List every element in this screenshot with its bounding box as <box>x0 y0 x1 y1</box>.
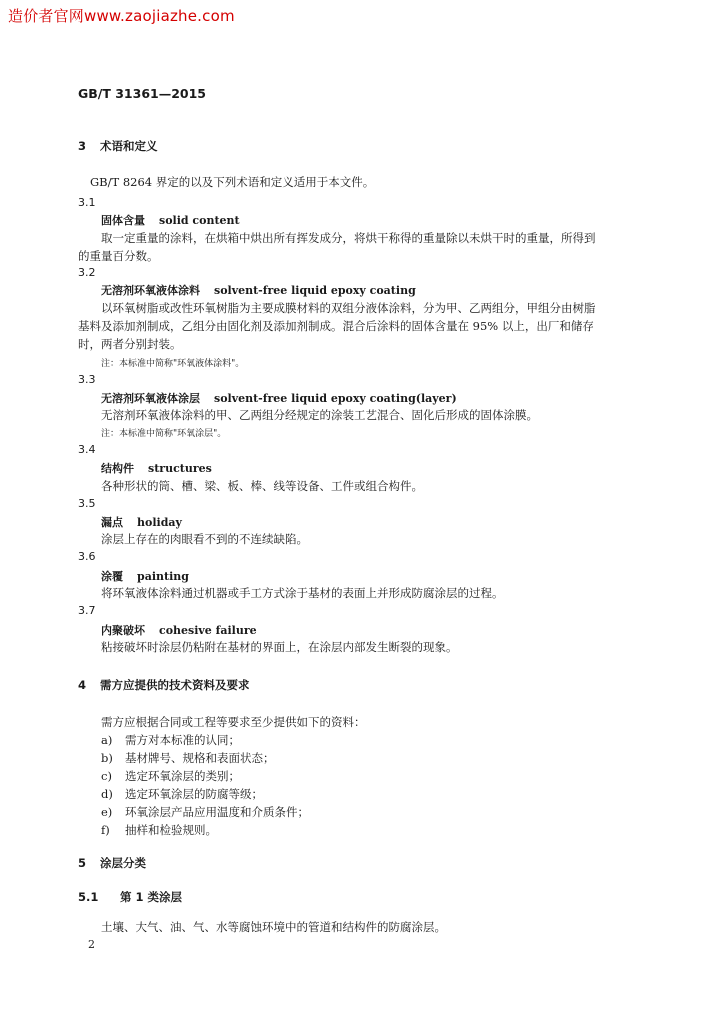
list-item <box>101 749 275 767</box>
term-heading <box>101 390 457 406</box>
term-heading <box>101 282 416 298</box>
list-item <box>101 821 217 839</box>
section-5-heading <box>78 855 146 871</box>
term-en: holiday <box>137 516 182 529</box>
list-item <box>101 803 309 821</box>
section-title: 涂层分类 <box>100 856 146 870</box>
term-en: solid content <box>159 214 240 227</box>
term-number: 3.2 <box>78 266 96 279</box>
section-3-intro: GB/T 8264 界定的以及下列术语和定义适用于本文件。 <box>90 175 375 189</box>
list-item-label: d) <box>101 787 113 801</box>
standard-number: GB/T 31361—2015 <box>78 86 207 101</box>
term-zh: 内聚破坏 <box>101 624 145 637</box>
list-item-text: 需方对本标准的认同； <box>125 733 240 747</box>
page-number: 2 <box>88 938 95 951</box>
list-item-label: f) <box>101 823 110 837</box>
term-en: structures <box>148 462 212 475</box>
term-definition: 无溶剂环氧液体涂料的甲、乙两组分经规定的涂装工艺混合、固化后形成的固体涂膜。 <box>101 408 538 422</box>
term-definition-cont: 基料及添加剂制成，乙组分由固化剂及添加剂制成。混合后涂料的固体含量在 95% 以上，出厂和储存 <box>78 319 594 333</box>
term-en: painting <box>137 570 189 583</box>
subsection-number: 5.1 <box>78 890 99 904</box>
list-item-label: b) <box>101 751 113 765</box>
term-definition: 涂层上存在的肉眼看不到的不连续缺陷。 <box>101 532 308 546</box>
list-item-label: a) <box>101 733 113 747</box>
subsection-text: 土壤、大气、油、气、水等腐蚀环境中的管道和结构件的防腐涂层。 <box>101 920 446 934</box>
list-item-text: 抽样和检验规则。 <box>125 823 217 837</box>
term-en: cohesive failure <box>159 624 257 637</box>
term-zh: 无溶剂环氧液体涂层 <box>101 392 200 405</box>
section-title: 术语和定义 <box>100 139 158 153</box>
section-number: 3 <box>78 139 87 153</box>
section-number: 4 <box>78 678 87 692</box>
list-item-label: e) <box>101 805 113 819</box>
term-definition: 取一定重量的涂料，在烘箱中烘出所有挥发成分，将烘干称得的重量除以未烘干时的重量，所得到 <box>101 231 596 245</box>
section-number: 5 <box>78 856 87 870</box>
term-zh: 涂覆 <box>101 570 123 583</box>
term-definition-cont: 时，两者分别封装。 <box>78 337 182 351</box>
term-note: 注：本标准中简称"环氧液体涂料"。 <box>101 359 245 369</box>
term-number: 3.1 <box>78 196 96 209</box>
term-en: solvent-free liquid epoxy coating(layer) <box>214 392 457 405</box>
term-en: solvent-free liquid epoxy coating <box>214 284 416 297</box>
term-number: 3.6 <box>78 550 96 563</box>
section-4-heading <box>78 677 250 693</box>
term-number: 3.4 <box>78 443 96 456</box>
term-definition: 粘接破坏时涂层仍粘附在基材的界面上，在涂层内部发生断裂的现象。 <box>101 640 458 654</box>
list-item <box>101 731 240 749</box>
subsection-title: 第 1 类涂层 <box>120 890 183 904</box>
list-item-text: 选定环氧涂层的防腐等级； <box>125 787 263 801</box>
term-zh: 固体含量 <box>101 214 145 227</box>
term-definition: 将环氧液体涂料通过机器或手工方式涂于基材的表面上并形成防腐涂层的过程。 <box>101 586 504 600</box>
list-item-text: 选定环氧涂层的类别； <box>125 769 240 783</box>
subsection-5-1-heading <box>78 889 182 905</box>
term-heading <box>101 568 189 584</box>
watermark: 造价者官网www.zaojiazhe.com <box>8 7 235 25</box>
list-item <box>101 767 240 785</box>
term-zh: 无溶剂环氧液体涂料 <box>101 284 200 297</box>
term-zh: 结构件 <box>101 462 134 475</box>
term-definition: 各种形状的筒、槽、梁、板、棒、线等设备、工件或组合构件。 <box>101 479 423 493</box>
term-heading <box>101 514 182 530</box>
section-title: 需方应提供的技术资料及要求 <box>100 678 250 692</box>
term-note: 注：本标准中简称"环氧涂层"。 <box>101 429 227 439</box>
term-number: 3.3 <box>78 373 96 386</box>
section-3-heading <box>78 138 158 154</box>
term-heading <box>101 622 257 638</box>
term-number: 3.7 <box>78 604 96 617</box>
list-item-text: 环氧涂层产品应用温度和介质条件； <box>125 805 309 819</box>
list-item-text: 基材牌号、规格和表面状态； <box>125 751 275 765</box>
term-heading <box>101 460 212 476</box>
term-zh: 漏点 <box>101 516 123 529</box>
list-item <box>101 785 263 803</box>
term-definition-cont: 的重量百分数。 <box>78 249 159 263</box>
term-definition: 以环氧树脂或改性环氧树脂为主要成膜材料的双组分液体涂料，分为甲、乙两组分，甲组分由树脂 <box>101 301 596 315</box>
list-item-label: c) <box>101 769 112 783</box>
section-4-intro: 需方应根据合同或工程等要求至少提供如下的资料： <box>101 715 366 729</box>
term-heading <box>101 212 240 228</box>
term-number: 3.5 <box>78 497 96 510</box>
